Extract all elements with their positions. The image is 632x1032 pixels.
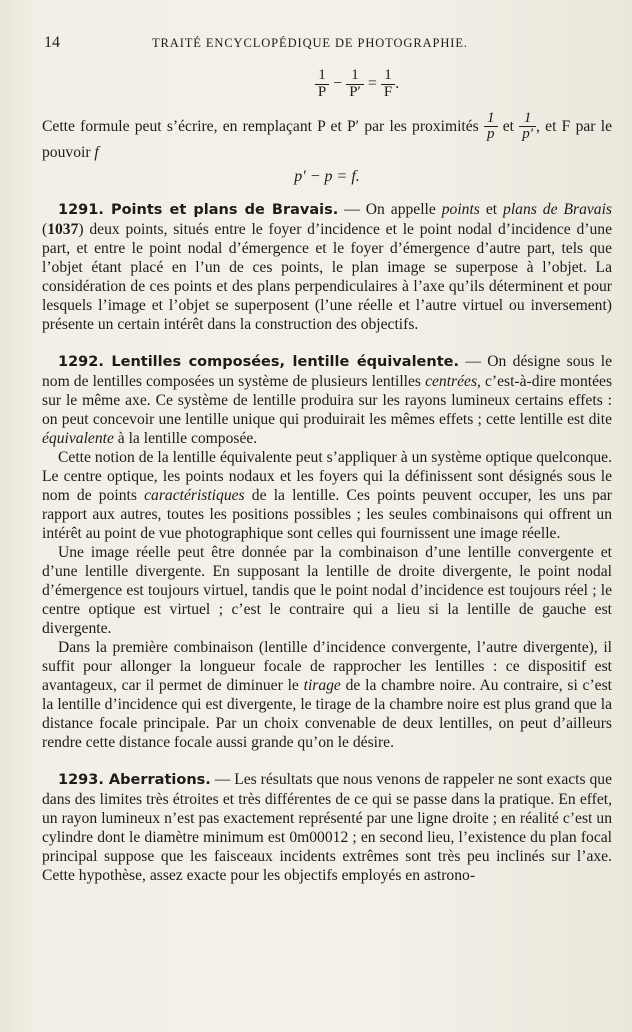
fraction-1-over-p-prime <box>519 111 536 144</box>
section-reference: 1037 <box>47 221 79 238</box>
text-run: de la lentille. Ces points peuvent occuper, les uns par rapport aux autres, toutes les positions possibles ; les seules combinaisons qui offrent un intérêt au point de vue photographique sont celles qui fournissent une image réelle. <box>42 487 612 542</box>
page-number: 14 <box>44 34 60 51</box>
italic-term: plans de Bravais <box>503 201 612 218</box>
paragraph-first-combination <box>42 638 612 752</box>
denominator: p <box>487 126 495 143</box>
text-run: Dans la première combinaison (lentille d’incidence convergente, l’autre divergente), il suffit pour allonger la longueur focale de rapprocher les lentilles : ce dispositif est avantageux, car il permet de diminuer le <box>42 639 612 694</box>
section-heading-1293: 1293. Aberrations. <box>58 772 211 788</box>
denominator: P <box>317 83 327 100</box>
text-run: Une image réelle peut être donnée par la combinaison d’une lentille convergente et d’une lentille divergente. En supposant la lentille de droite divergente, le point nodal d’émergence est toujours virtuel, tandis que le point nodal d’incidence est toujours réel ; le centre optique est virtuel ; c’est le contraire qui a lieu si la lentille de gauche est divergente. <box>42 544 612 637</box>
denominator: P′ <box>349 83 361 100</box>
intro-paragraph <box>42 111 612 163</box>
running-title: TRAITÉ ENCYCLOPÉDIQUE DE PHOTOGRAPHIE. <box>152 36 468 50</box>
formula-lens-equation <box>102 68 612 101</box>
text-run: — On appelle <box>338 201 442 218</box>
section-1293 <box>42 770 612 885</box>
intro-and: et <box>497 117 520 135</box>
text-run: Cette notion de la lentille équivalente peut s’appliquer à un système optique quelconque. Le centre optique, les points nodaux et les foyers qui la définissent sont désignés sous le nom de points <box>42 449 612 504</box>
formula-text: p′ − p = f. <box>294 168 360 185</box>
intro-text: Cette formule peut s’écrire, en remplaçant P et P′ par les proximités <box>42 117 479 135</box>
text-run: — Les résultats que nous venons de rappeler ne sont exacts que dans des limites très étroites et très différentes de ce qui se passe dans la pratique. En effet, un rayon lumineux n’est pas exactement représenté par une ligne droite ; en réalité c’est un cylindre dont le diamètre minimum est <box>42 771 612 846</box>
section-heading-1292: 1292. Lentilles composées, lentille équivalente. <box>58 354 459 370</box>
numerator: 1 <box>519 111 536 128</box>
text-run: — On désigne sous le nom de lentilles composées un système de plusieurs lentilles <box>42 353 612 390</box>
text-run: c’est-à-dire montées sur le même axe. Ce système de lentille produira sur les rayons lumineux certains effets : on peut concevoir une lentille unique qui produirait les mêmes effets ; cette lentille est dite <box>42 373 613 428</box>
denominator: F <box>383 83 393 100</box>
italic-term: équivalente <box>42 430 114 447</box>
fraction-1-over-F <box>381 68 395 101</box>
section-heading-1291: 1291. Points et plans de Bravais. <box>58 202 339 218</box>
text-run: de la chambre noire. Au contraire, si c’est la lentille d’incidence qui est divergente, le tirage de la chambre noire est plus grand que la distance focale principale. Par un choix convenable de deux lentilles, on peut d’ailleurs rendre cette distance focale aussi grande qu’on le désire. <box>42 677 612 751</box>
text-run: à la lentille composée. <box>113 430 258 447</box>
italic-term: tirage <box>303 677 341 694</box>
fraction-1-over-P <box>315 68 329 101</box>
minus-sign: − <box>333 74 343 92</box>
italic-term: caractéristiques <box>144 487 245 504</box>
italic-term: points <box>441 201 480 218</box>
section-1291 <box>42 200 612 334</box>
power-symbol: f <box>94 144 99 161</box>
text-run: ( <box>42 221 48 238</box>
measurement-value: 0m00012 <box>289 829 349 846</box>
numerator: 1 <box>484 111 498 128</box>
equals-sign: = <box>367 74 377 92</box>
paragraph-real-image <box>42 543 612 638</box>
paragraph-equivalent-lens <box>42 448 612 543</box>
formula-period: . <box>395 74 400 92</box>
formula-proximity <box>42 168 612 186</box>
running-header <box>42 30 612 52</box>
numerator: 1 <box>315 68 329 85</box>
text-run: ; en second lieu, l’existence du plan focal principal suppose que les faisceaux incidents extrêmes sont très peu inclinés sur l’axe. Cette hypothèse, assez exacte pour les objectifs employés en astrono- <box>42 829 613 884</box>
fraction-1-over-P-prime <box>346 68 364 101</box>
fraction-1-over-p <box>484 111 498 144</box>
numerator: 1 <box>381 68 395 85</box>
text-run: ) deux points, situés entre le foyer d’incidence et le point nodal d’incidence d’une part, et entre le point nodal d’émergence et le foyer d’émergence d’autre part, tels que l’objet étant placé en l’un de ces points, le plan image se superpose à l’objet. La considération de ces points et des plans perpendiculaires à l’axe qu’ils déterminent et pour lesquels l’image et l’objet se superposent (l’une réelle et l’autre virtuel ou inversement) présente un certain intérêt dans la construction des objectifs. <box>42 221 612 333</box>
section-1292 <box>42 352 612 448</box>
numerator: 1 <box>346 68 364 85</box>
intro-text-end: , et F par le pouvoir <box>42 117 612 161</box>
text-run: et <box>479 201 504 218</box>
denominator: p′ <box>522 126 534 143</box>
italic-term: centrées, <box>425 373 481 390</box>
